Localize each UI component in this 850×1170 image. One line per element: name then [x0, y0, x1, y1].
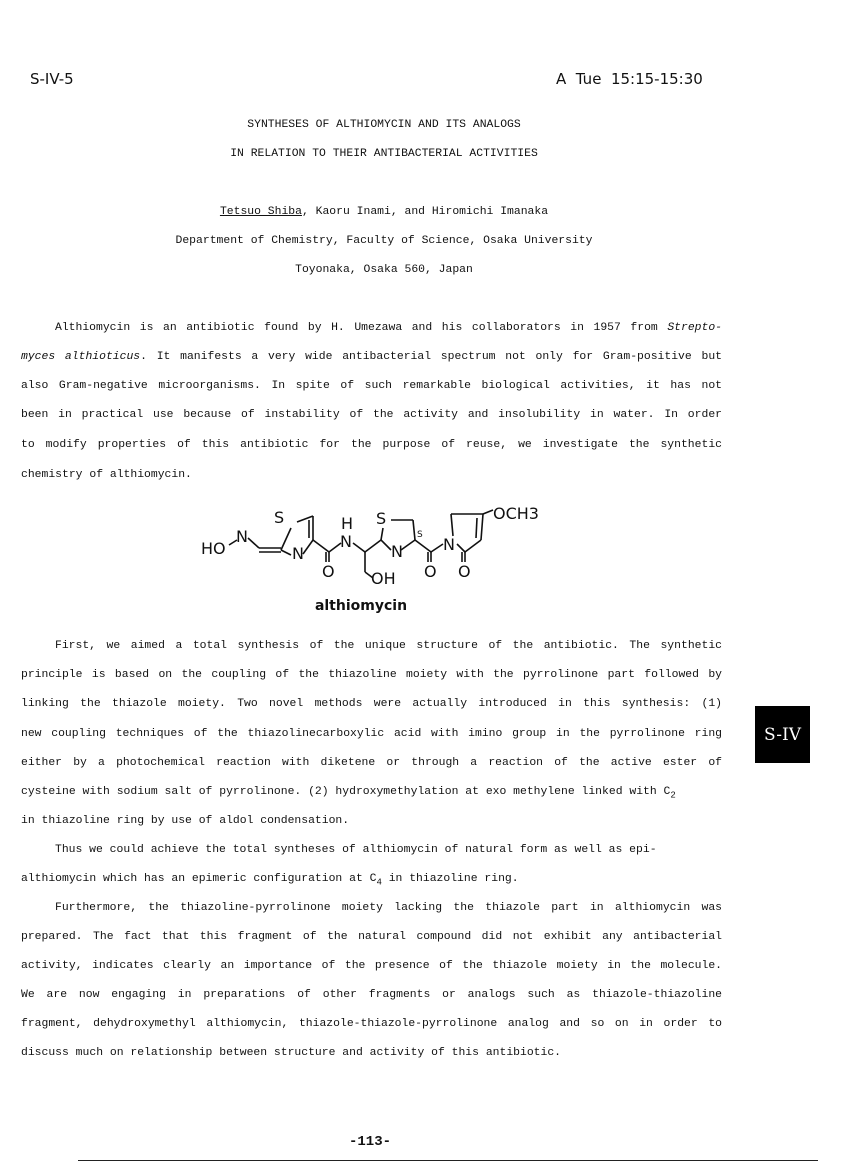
intro-line-6: chemistry of althiomycin. [21, 469, 192, 481]
para1-line-5: either by a photochemical reaction with diketene or through a reaction of the active ester of [21, 757, 722, 769]
para3-line-2: prepared. The fact that this fragment of the natural compound did not exhibit any antibacterial [21, 931, 722, 943]
structure-label-s2: S [376, 509, 387, 528]
para3-line-1: Furthermore, the thiazoline-pyrrolinone moiety lacking the thiazole part in althiomycin was [55, 902, 722, 914]
author-line [0, 206, 768, 218]
structure-label-s1: S [274, 508, 285, 527]
structure-label-n2: N [391, 542, 403, 561]
structure-stereo-label: S [417, 530, 423, 540]
structure-label-oh: OH [371, 569, 396, 588]
para3-line-3: activity, indicates clearly an importance of the presence of the thiazole moiety in the molecule. [21, 960, 722, 972]
co-authors: , Kaoru Inami, and Hiromichi Imanaka [301, 206, 549, 218]
intro-line-1: Althiomycin is an antibiotic found by H. Umezawa and his collaborators in 1957 from Strepto- [55, 322, 722, 334]
footer-rule [78, 1160, 818, 1161]
structure-label-och3: OCH3 [493, 504, 539, 523]
intro-line-3: also Gram-negative microorganisms. In spite of such remarkable biological activities, it has not [21, 380, 722, 392]
para3-line-5: fragment, dehydroxymethyl althiomycin, thiazole-thiazole-pyrrolinone analog and so on in order to [21, 1018, 722, 1030]
structure-label-n-oxime: N [236, 527, 248, 546]
structure-label-n3: N [443, 535, 455, 554]
para1-line-7: in thiazoline ring by use of aldol condensation. [21, 815, 350, 827]
structure-label-nh-h: H [341, 514, 354, 533]
affiliation: Department of Chemistry, Faculty of Science, Osaka University [175, 235, 593, 247]
presenting-author: Tetsuo Shiba [219, 206, 302, 218]
para1-line-1: First, we aimed a total synthesis of the unique structure of the antibiotic. The synthetic [55, 640, 722, 652]
para1-line-4: new coupling techniques of the thiazolinecarboxylic acid with imino group in the pyrrolinone ring [21, 728, 722, 740]
structure-label-o2: O [424, 562, 437, 581]
session-schedule: A Tue 15:15-15:30 [556, 70, 703, 88]
althiomycin-structure [195, 500, 555, 592]
session-code: S-IV-5 [30, 70, 74, 88]
intro-line-2: myces althioticus. It manifests a very wide antibacterial spectrum not only for Gram-positive but [21, 351, 722, 363]
paper-title-line-2: IN RELATION TO THEIR ANTIBACTERIAL ACTIVITIES [230, 148, 538, 160]
para2-line-2: althiomycin which has an epimeric configuration at $C_4$ in thiazoline ring. [21, 873, 519, 888]
structure-label-ho: HO [201, 539, 226, 558]
para3-line-6: discuss much on relationship between structure and activity of this antibiotic. [21, 1047, 562, 1059]
paper-title-line-1: SYNTHESES OF ALTHIOMYCIN AND ITS ANALOGS [247, 119, 521, 131]
para1-line-6: cysteine with sodium salt of pyrrolinone. (2) hydroxymethylation at exo methylene linked with $C_2$ [21, 786, 676, 801]
para3-line-4: We are now engaging in preparations of other fragments or analogs such as thiazole-thiazoline [21, 989, 722, 1001]
para1-line-3: linking the thiazole moiety. Two novel methods were actually introduced in this synthesis: (1) [21, 698, 722, 710]
structure-label-o3: O [458, 562, 471, 581]
para2-line-1: Thus we could achieve the total syntheses of althiomycin of natural form as well as epi- [55, 844, 657, 856]
page-number: -113- [348, 1134, 391, 1150]
section-tab: S-IV [755, 706, 810, 763]
intro-line-4: been in practical use because of instability of the activity and insolubility in water. In order [21, 409, 722, 421]
para1-line-2: principle is based on the coupling of the thiazoline moiety with the pyrrolinone part followed by [21, 669, 722, 681]
address: Toyonaka, Osaka 560, Japan [295, 264, 473, 276]
structure-label-nh-n: N [340, 532, 352, 551]
structure-caption: althiomycin [314, 598, 408, 614]
intro-line-5: to modify properties of this antibiotic for the purpose of reuse, we investigate the synthetic [21, 439, 722, 451]
structure-label-n1: N [292, 544, 304, 563]
structure-label-o1: O [322, 562, 335, 581]
